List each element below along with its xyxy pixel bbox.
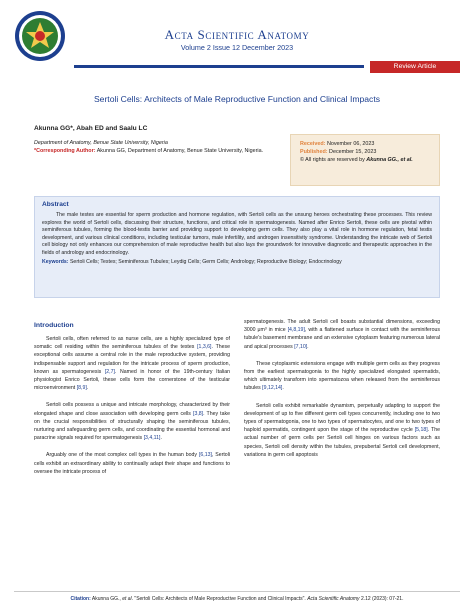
dates-box — [290, 134, 440, 186]
paragraph-text: Sertoli cells exhibit remarkable dynamism, perpetually adapting to support the development of up to five different germ cell types concurrently, including one to two types of spermatogonia, one to two types of spermatocytes, and one to two types of haploid spermatids, contingent upon the stage of the reproductive cycle — [244, 402, 440, 434]
section-heading-introduction: Introduction — [34, 322, 74, 329]
citation-text: 2.12 (2023): 07-21. — [359, 596, 404, 602]
received-label: Received: — [300, 141, 326, 147]
paragraph — [34, 451, 230, 476]
keywords-list: Sertoli Cells; Testes; Seminiferous Tubules; Leydig Cells; Germ Cells; Andrology; Reproductive Biology; Endocrinology — [68, 258, 342, 265]
published-date — [300, 148, 430, 156]
citation-text: . "Sertoli Cells: Architects of Male Reproductive Function and Clinical Impacts". — [131, 596, 308, 602]
rights-holder: Akunna GG., et al. — [366, 157, 413, 163]
paragraph-text: spermatogenesis. The adult Sertoli cell boasts substantial dimensions, exceeding 3000 μm³ in mice — [244, 319, 440, 334]
paragraph-text: Arguably one of the most complex cell types in the human body — [46, 452, 199, 459]
reference-link[interactable]: [3,4,11] — [143, 435, 161, 442]
paragraph — [34, 401, 230, 442]
reference-link[interactable]: [9,12,14] — [262, 385, 283, 392]
paragraph-text: Sertoli cells possess a unique and intricate morphology, characterized by their elongated shape and close association with developing germ cells — [34, 402, 230, 417]
paragraph — [244, 360, 440, 393]
paragraph-text: . — [282, 385, 284, 392]
article-type-badge: Review Article — [370, 61, 460, 73]
reference-link[interactable]: [5,18] — [414, 427, 428, 434]
keywords-label: Keywords: — [42, 258, 69, 265]
journal-header — [0, 0, 474, 84]
paragraph — [244, 318, 440, 351]
reference-link[interactable]: [6,13] — [198, 452, 212, 459]
affiliation: Department of Anatomy, Benue State University, Nigeria — [34, 140, 168, 146]
received-date — [300, 140, 430, 148]
paragraph-text: These cytoplasmic extensions engage with multiple germ cells as they progress from the earliest spermatogonia to the highly specialized elongated spermatids, which ultimately transform into spermatozoa when released from the seminiferous tubules — [244, 360, 440, 392]
published-value: December 15, 2023 — [327, 149, 377, 155]
body-column-right — [244, 318, 440, 468]
paragraph — [34, 335, 230, 392]
citation-label: Citation: — [70, 596, 91, 602]
reference-link[interactable]: [3,8] — [193, 410, 204, 417]
issue-info: Volume 2 Issue 12 December 2023 — [180, 43, 294, 52]
corresponding-label: *Corresponding Author: — [34, 148, 96, 154]
corresponding-text: Akunna GG, Department of Anatomy, Benue State University, Nigeria. — [95, 148, 264, 154]
reference-link[interactable]: [1,3,6] — [197, 344, 212, 351]
paragraph-text: . — [86, 385, 89, 392]
citation-journal: Acta Scientific Anatomy — [307, 596, 360, 602]
article-title: Sertoli Cells: Architects of Male Reproductive Function and Clinical Impacts — [93, 94, 381, 104]
abstract-heading: Abstract — [42, 201, 69, 208]
paragraph-text: Sertoli cells, often referred to as nurse cells, are a highly specialized type of somatic cell residing within the seminiferous tubules of the testes — [34, 336, 230, 351]
citation-etal: et al — [122, 596, 132, 602]
header-divider — [74, 65, 364, 68]
received-value: November 06, 2023 — [325, 141, 375, 147]
paragraph-text: . The actual number of germ cells per Sertoli cell hinges on various factors such as species, Sertoli cell density within the tubules, prepubertal Sertoli cell development, variations in germ cell apoptosis — [244, 427, 440, 458]
abstract-text: The male testes are essential for sperm production and hormone regulation, with Sertoli cells as the unsung heroes orchestrating these processes. This review explores the world of Sertoli cells, discussing their structure, functions, and critical role in spermatogenesis. Named after Enrico Sertoli, these cells are pivotal within seminiferous tubules, forming the blood-testis barrier and providing support to developing germ cells. They also play a vital role in hormone regulation, fetal testis development, and various clinical conditions, including testicular tumors, male infertility, and androgen insensitivity syndrome. Understanding the intricate web of Sertoli cell biology not only enhances our comprehension of male reproductive health but also lays the groundwork for innovative diagnostic and therapeutic approaches in the fields of andrology and endocrinology. — [42, 212, 432, 256]
rights-prefix: © All rights are reserved by — [300, 157, 367, 163]
affiliation-block — [34, 139, 274, 155]
rights-notice — [300, 156, 430, 164]
journal-title: Acta Scientific Anatomy — [164, 27, 310, 42]
paragraph-text: . — [307, 343, 309, 350]
reference-link[interactable]: [4,8,19] — [287, 327, 305, 334]
reference-link[interactable]: [8,9] — [76, 385, 87, 392]
keywords — [42, 259, 432, 267]
paragraph-text: . These exceptional cells assume a central role in the male reproductive system, providing indispensable support and regulation for the intricate process of sperm production, known as spermatogenesis — [34, 344, 230, 375]
body-column-left — [34, 318, 230, 485]
footer-divider — [14, 591, 460, 592]
reference-link[interactable]: [7,10] — [294, 343, 308, 350]
corresponding-author — [34, 147, 274, 155]
paragraph-text: , Sertoli cells exhibit an extraordinary ability to continually adapt their shape and functions to oversee the intricate process of — [34, 452, 230, 475]
paragraph-text: . Named in honor of the 19th-century Italian physiologist Enrico Sertoli, these cells form the cornerstone of the testicular microenvironment — [34, 368, 230, 392]
paragraph-text: . They take on the crucial responsibilities of structurally shaping the seminiferous tubules, nurturing and safeguarding germ cells, and coordinating the essential hormonal and paracrine signals required for spermatogenesis — [34, 410, 230, 442]
paragraph-text: . — [160, 435, 162, 442]
paragraph — [244, 402, 440, 459]
paragraph-text: , with a flattened surface in contact with the seminiferous tubule's basement membrane and an extensive cytoplasm featuring numerous lateral and apical processes — [244, 327, 440, 350]
citation-footer — [14, 596, 460, 602]
reference-link[interactable]: [2,7] — [104, 368, 115, 375]
abstract-box — [34, 196, 440, 298]
author-list: Akunna GG*, Abah ED and Saalu LC — [34, 125, 148, 132]
published-label: Published: — [300, 149, 328, 155]
citation-text: Akunna GG., — [90, 596, 123, 602]
